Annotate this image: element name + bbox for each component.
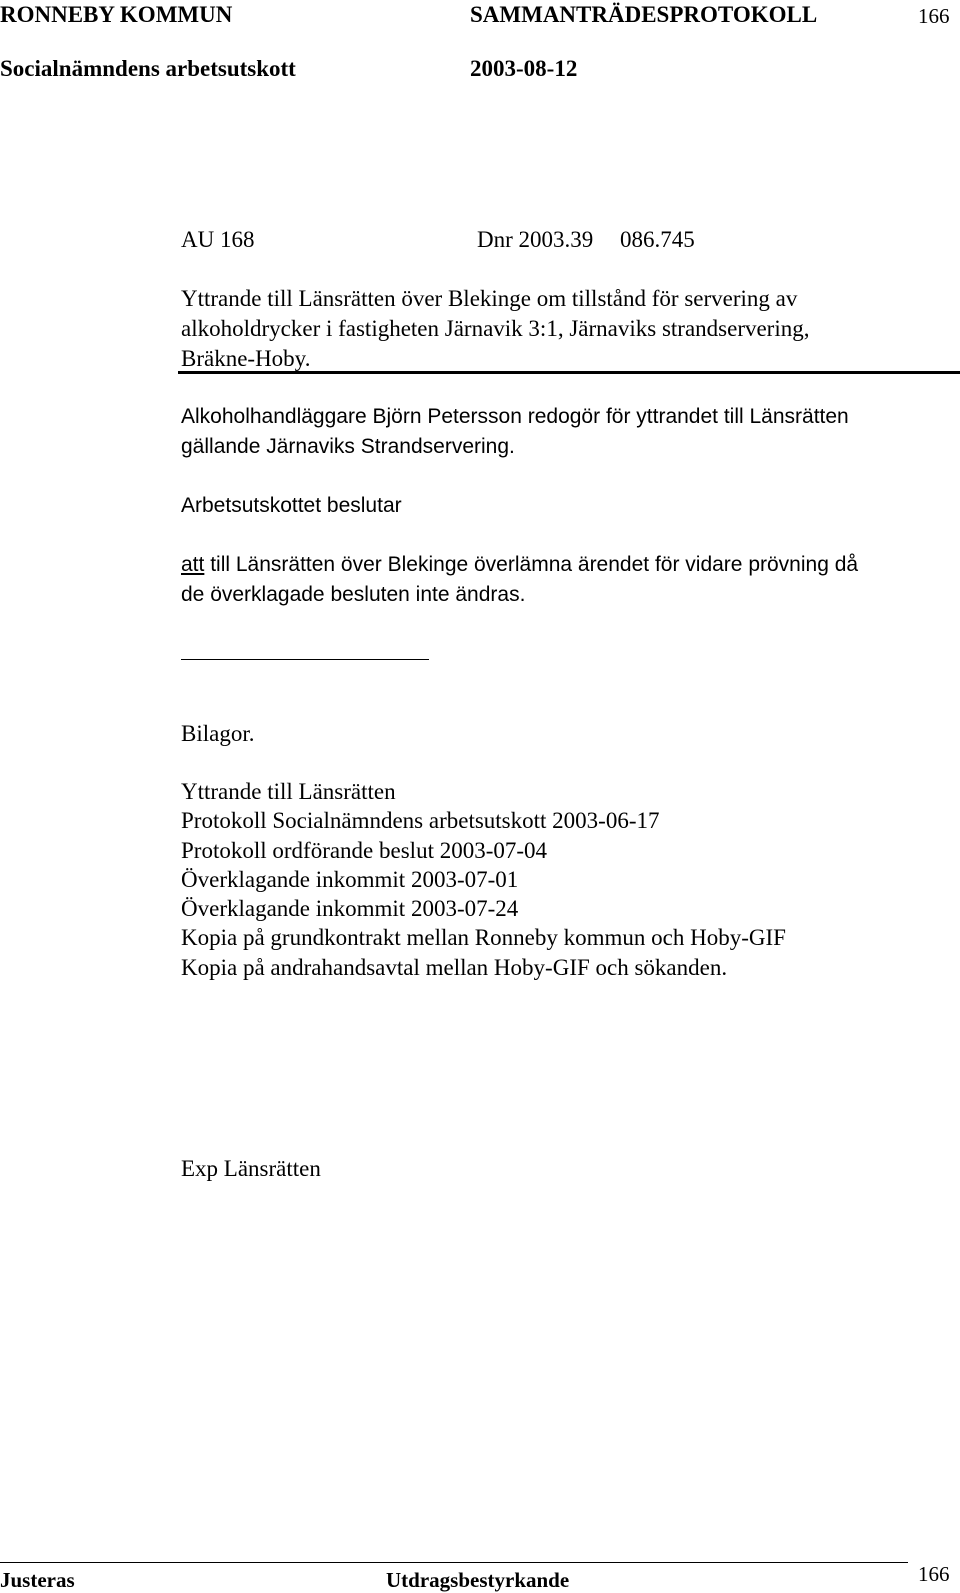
attachments-list <box>181 777 786 982</box>
decision-line: de överklagade besluten inte ändras. <box>181 583 526 606</box>
item-title-line: Yttrande till Länsrätten över Blekinge om tillstånd för servering av <box>181 286 798 311</box>
report-line: gällande Järnaviks Strandservering. <box>181 435 515 458</box>
footer-justeras: Justeras <box>0 1568 75 1592</box>
item-title <box>181 284 809 374</box>
section-divider <box>181 659 429 660</box>
diary-number: Dnr 2003.39 <box>477 227 594 252</box>
item-title-line: Bräkne-Hoby. <box>181 346 311 371</box>
title-divider <box>178 371 960 374</box>
attachment-item: Överklagande inkommit 2003-07-01 <box>181 866 519 892</box>
document-type: SAMMANTRÄDESPROTOKOLL <box>470 2 818 27</box>
item-title-line: alkoholdrycker i fastigheten Järnavik 3:1, Järnaviks strandservering, <box>181 316 810 341</box>
decision-text <box>181 550 858 610</box>
attachments-heading: Bilagor. <box>181 721 255 746</box>
meeting-date: 2003-08-12 <box>470 56 578 81</box>
committee-name: Socialnämndens arbetsutskott <box>0 56 296 81</box>
distribution: Exp Länsrätten <box>181 1156 321 1181</box>
attachment-item: Överklagande inkommit 2003-07-24 <box>181 896 519 922</box>
header-page-number: 166 <box>918 4 950 28</box>
attachment-item: Kopia på grundkontrakt mellan Ronneby kommun och Hoby-GIF <box>181 925 786 951</box>
report-line: Alkoholhandläggare Björn Petersson redogör för yttrandet till Länsrätten <box>181 405 849 428</box>
attachment-item: Protokoll Socialnämndens arbetsutskott 2003-06-17 <box>181 808 660 834</box>
attachment-item: Protokoll ordförande beslut 2003-07-04 <box>181 837 548 863</box>
item-number: AU 168 <box>181 227 255 252</box>
footer-page-number: 166 <box>918 1562 950 1586</box>
decision-heading: Arbetsutskottet beslutar <box>181 494 402 517</box>
attachment-item: Kopia på andrahandsavtal mellan Hoby-GIF och sökanden. <box>181 954 728 980</box>
decision-line-rest: till Länsrätten över Blekinge överlämna ärendet för vidare prövning då <box>204 553 859 576</box>
decision-line <box>181 550 858 580</box>
footer-divider <box>0 1562 908 1563</box>
attachment-item: Yttrande till Länsrätten <box>181 779 396 804</box>
footer-utdragsbestyrkande: Utdragsbestyrkande <box>386 1568 570 1592</box>
decision-keyword: att <box>181 553 205 576</box>
case-code: 086.745 <box>620 227 695 252</box>
report-text <box>181 402 849 462</box>
organization-name: RONNEBY KOMMUN <box>0 2 233 27</box>
